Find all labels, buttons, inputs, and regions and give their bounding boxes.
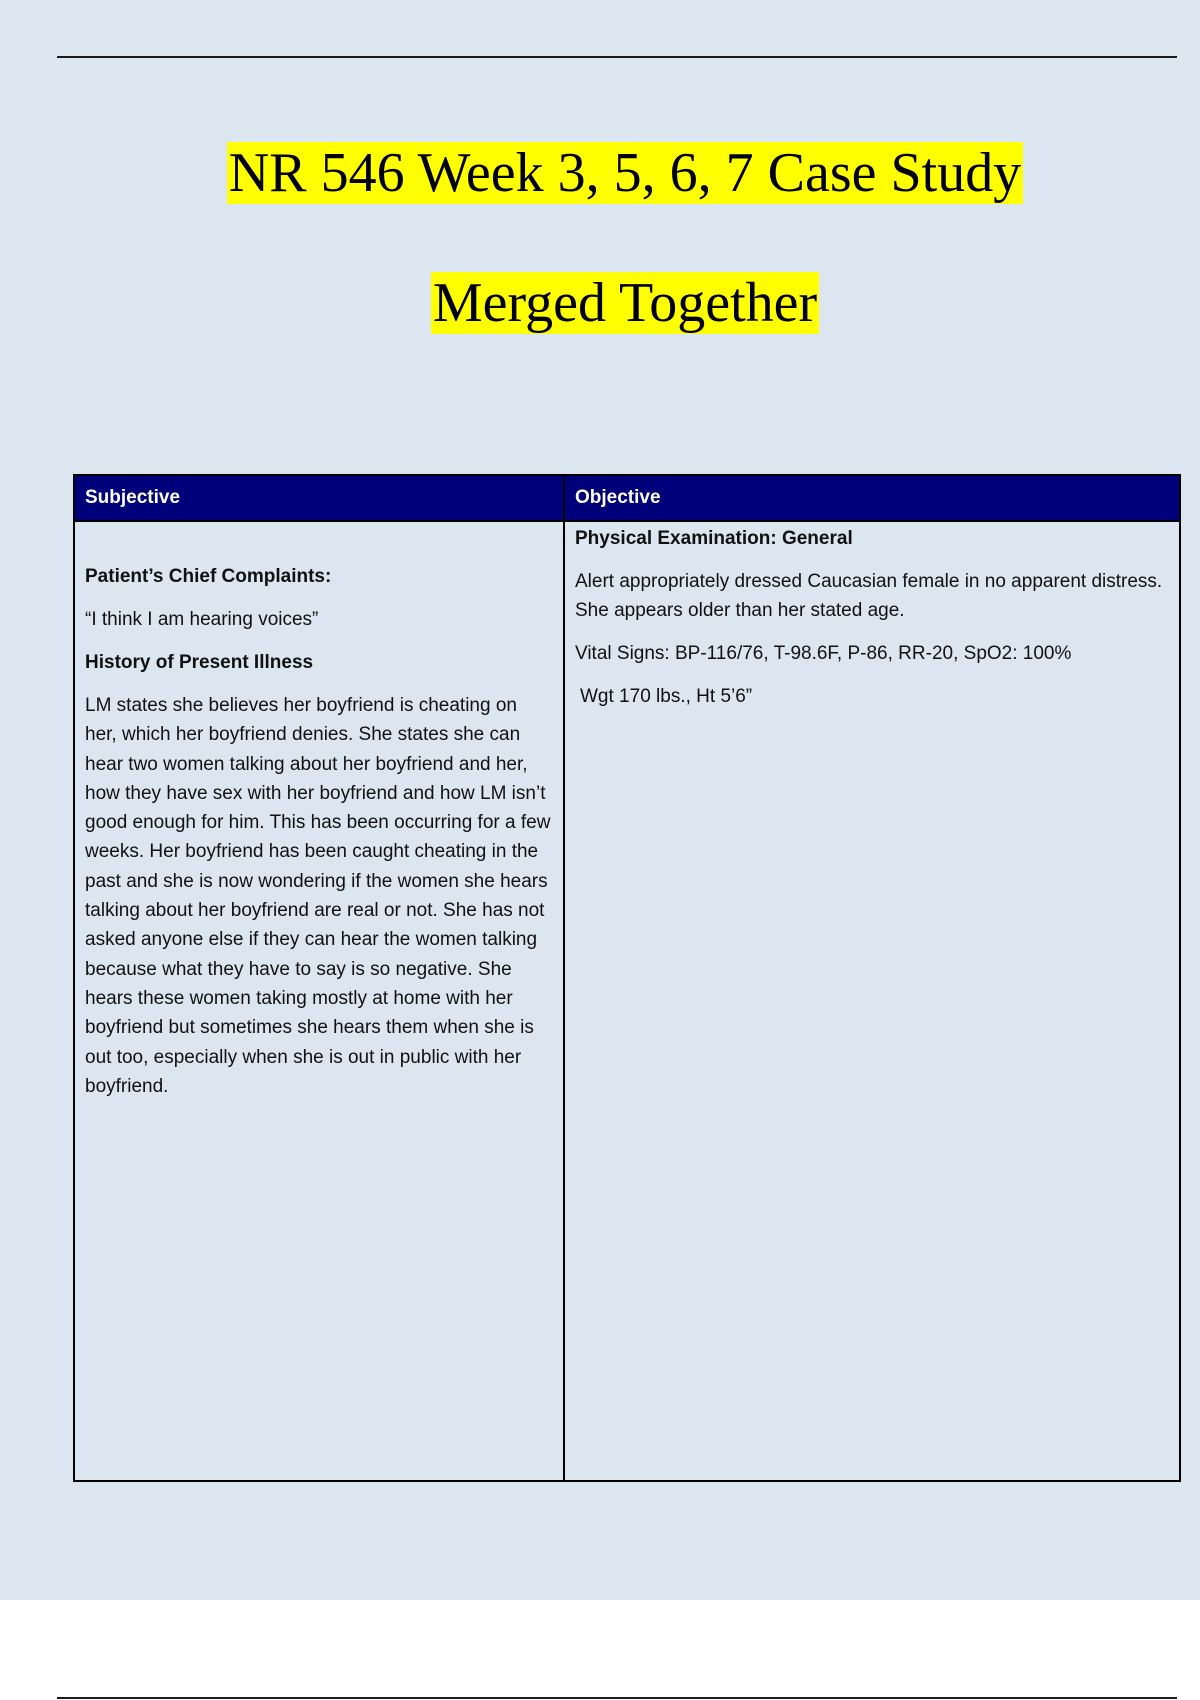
title-line-2: Merged Together <box>432 272 818 334</box>
physical-exam-label: Physical Examination: General <box>575 528 853 549</box>
subjective-header: Subjective <box>74 475 564 521</box>
document-subtitle <box>0 270 1200 336</box>
top-divider <box>57 56 1177 58</box>
chief-complaint-quote: “I think I am hearing voices” <box>85 609 319 630</box>
hpi-text: LM states she believes her boyfriend is cheating on her, which her boyfriend denies. She states she can hear two women talking about her boyfriend and her, how they have sex with her boyfriend and how LM isn’t good enough for him. This has been occurring for a few weeks. Her boyfriend has been caught cheating in the past and she is now wondering if the women she hears talking about her boyfriend are real or not. She has not asked anyone else if they can hear the women talking because what they have to say is so negative. She hears these women taking mostly at home with her boyfriend but sometimes she hears them when she is out too, especially when she is out in public with her boyfriend. <box>85 695 551 1097</box>
vital-signs: Vital Signs: BP-116/76, T-98.6F, P-86, RR-20, SpO2: 100% <box>575 643 1072 664</box>
title-line-1: NR 546 Week 3, 5, 6, 7 Case Study <box>228 142 1022 204</box>
soap-note-table <box>73 474 1181 1482</box>
chief-complaints-label: Patient’s Chief Complaints: <box>85 566 332 587</box>
table-body-row <box>74 521 1180 1481</box>
document-title <box>0 140 1200 206</box>
subjective-cell <box>74 521 564 1481</box>
objective-header: Objective <box>564 475 1180 521</box>
table-header-row <box>74 475 1180 521</box>
hpi-label: History of Present Illness <box>85 652 314 673</box>
objective-cell <box>564 521 1180 1481</box>
bottom-divider <box>57 1697 1177 1699</box>
general-exam-text: Alert appropriately dressed Caucasian female in no apparent distress. She appears older than her stated age. <box>575 571 1163 621</box>
weight-height: Wgt 170 lbs., Ht 5’6” <box>580 686 753 707</box>
